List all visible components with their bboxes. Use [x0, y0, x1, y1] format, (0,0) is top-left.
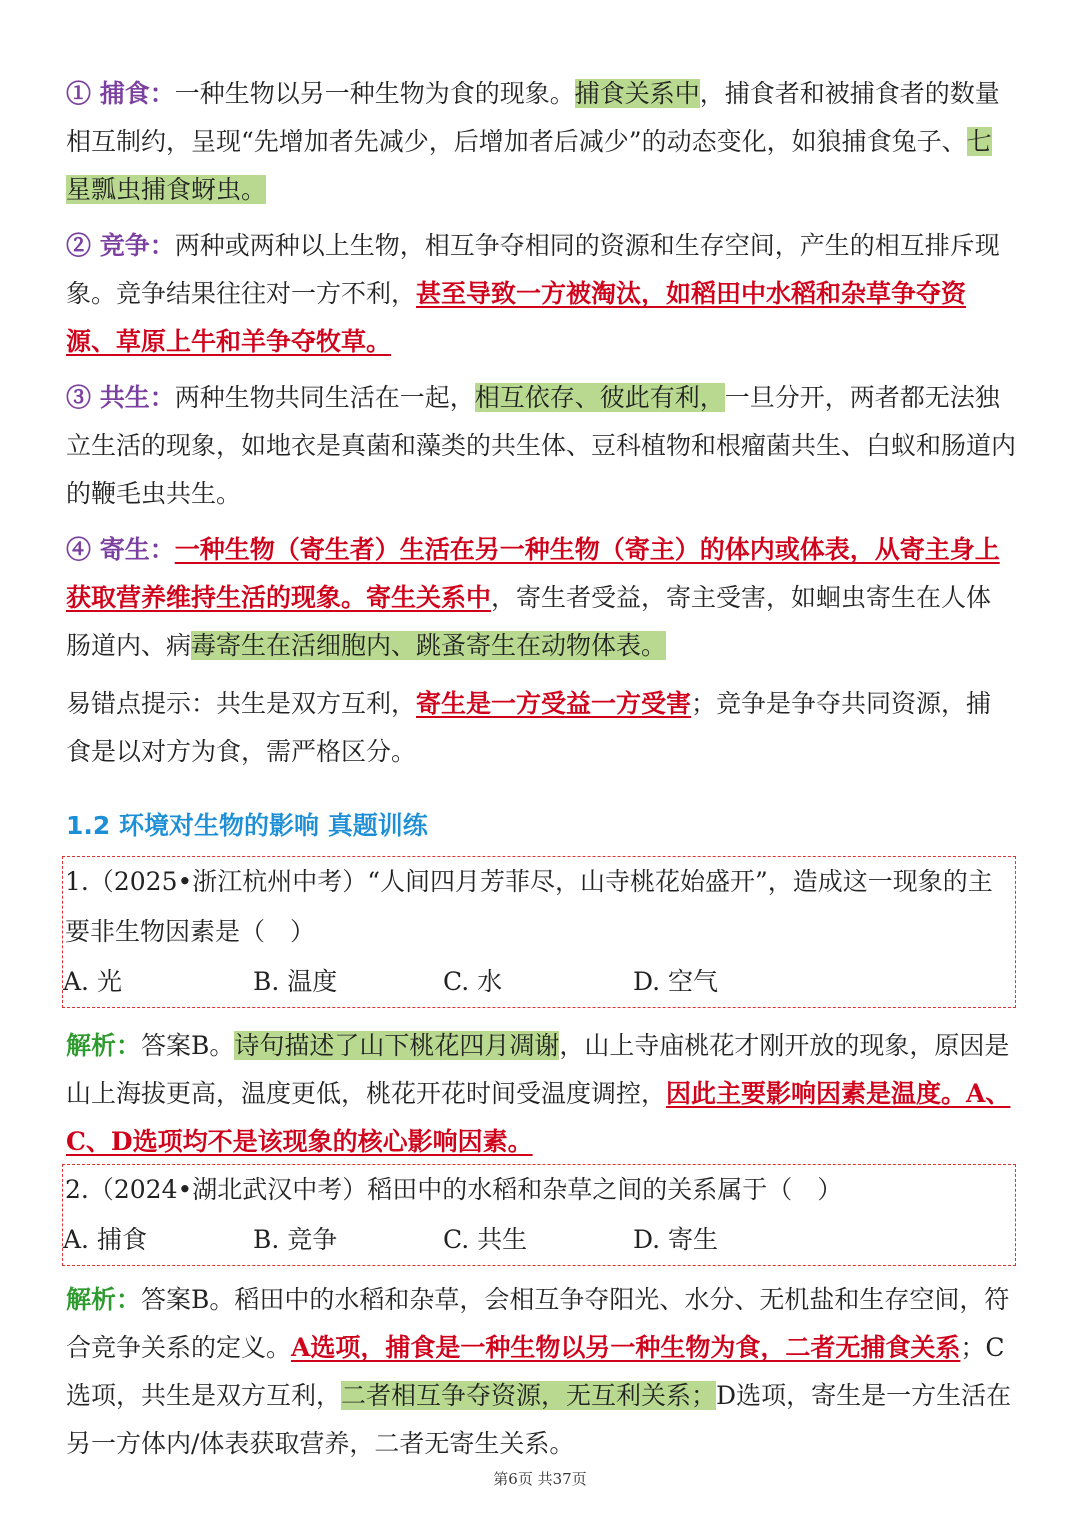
- emphasis: 寄生是一方受益一方受害: [416, 689, 692, 718]
- text: ，寄生者受益，寄主受害，如蛔虫寄生在人体肠道内、病: [66, 583, 992, 660]
- emphasis: A选项，捕食是一种生物以另一种生物为食，二者无捕食关系: [291, 1333, 961, 1362]
- text: D选项，寄生是一方生活在另一方体内/体表获取营养，二者无寄生关系。: [66, 1381, 1012, 1458]
- answer-2: [66, 1276, 1016, 1468]
- text: 一种生物以另一种生物为食的现象。: [174, 79, 575, 108]
- competition-label: ② 竞争：: [66, 231, 175, 260]
- question-2-text: 2.（2024•湖北武汉中考）稻田中的水稻和杂草之间的关系属于（ ）: [65, 1175, 843, 1204]
- option-c: C. 水: [443, 967, 503, 996]
- symbiosis-label: ③ 共生：: [66, 383, 175, 412]
- predation-label: ① 捕食：: [66, 79, 175, 108]
- paragraph-symbiosis: [66, 374, 1016, 518]
- text: 两种或两种以上生物，相互争夺相同的资源和生存空间，产生的相互排斥现象。竞争结果往往对一方不利，: [66, 231, 1000, 308]
- analysis-label: 解析：: [66, 1285, 142, 1314]
- text: ，山上寺庙桃花才刚开放的现象，原因是山上海拔更高，温度更低，桃花开花时间受温度调控，: [66, 1031, 1010, 1108]
- text: 两种生物共同生活在一起，: [174, 383, 475, 412]
- option-c: C. 共生: [443, 1225, 528, 1254]
- question-1-options: [63, 957, 1015, 1007]
- question-2-options: [63, 1215, 1015, 1265]
- highlight: 捕食关系中: [574, 79, 700, 108]
- paragraph-tip: [66, 680, 1016, 776]
- emphasis: 一种生物（寄生者）生活在另一种生物（寄主）的体内或体表，从寄主身上获取营养维持生活的现象。寄生关系中: [66, 535, 1000, 612]
- highlight: 诗句描述了山下桃花四月凋谢: [234, 1031, 560, 1060]
- option-a: A. 捕食: [63, 1225, 147, 1254]
- option-a: A. 光: [63, 967, 122, 996]
- text: ；C选项，共生是双方互利，: [66, 1333, 1005, 1410]
- question-1-text: 1.（2025•浙江杭州中考）“人间四月芳菲尽，山寺桃花始盛开”，造成这一现象的主要非生物因素是（ ）: [65, 867, 993, 946]
- answer-1: [66, 1022, 1016, 1166]
- highlight: 毒寄生在活细胞内、跳蚤寄生在动物体表。: [191, 631, 667, 660]
- highlight: 相互依存、彼此有利，: [474, 383, 725, 412]
- option-d: D. 寄生: [633, 1225, 719, 1254]
- option-d: D. 空气: [633, 967, 719, 996]
- highlight: 七星瓢虫捕食蚜虫。: [66, 127, 992, 204]
- option-b: B. 温度: [253, 967, 338, 996]
- text: 答案B。: [141, 1031, 235, 1060]
- option-b: B. 竞争: [253, 1225, 338, 1254]
- text: ；竞争是争夺共同资源，捕食是以对方为食，需严格区分。: [66, 689, 992, 766]
- parasitism-label: ④ 寄生：: [66, 535, 175, 564]
- emphasis: 因此主要影响因素是温度。A、C、D选项均不是该现象的核心影响因素。: [66, 1079, 1011, 1156]
- page-footer: 第6页 共37页: [493, 1470, 587, 1488]
- question-1-box: [62, 856, 1016, 1008]
- section-title: 1.2 环境对生物的影响 真题训练: [66, 811, 428, 840]
- text: 一旦分开，两者都无法独立生活的现象，如地衣是真菌和藻类的共生体、豆科植物和根瘤菌共生、白蚁和肠道内的鞭毛虫共生。: [66, 383, 1017, 508]
- analysis-label: 解析：: [66, 1031, 142, 1060]
- emphasis: 甚至导致一方被淘汰，如稻田中水稻和杂草争夺资源、草原上牛和羊争夺牧草。: [66, 279, 967, 356]
- paragraph-competition: [66, 222, 1016, 366]
- text: 易错点提示：共生是双方互利，: [66, 689, 417, 718]
- question-2-box: [62, 1164, 1016, 1266]
- text: 答案B。稻田中的水稻和杂草，会相互争夺阳光、水分、无机盐和生存空间，符合竞争关系的定义。: [66, 1285, 1010, 1362]
- paragraph-predation: [66, 70, 1016, 214]
- highlight: 二者相互争夺资源，无互利关系；: [341, 1381, 717, 1410]
- text: ，捕食者和被捕食者的数量相互制约，呈现“先增加者先减少，后增加者后减少”的动态变化，如狼捕食兔子、: [66, 79, 1000, 156]
- paragraph-parasitism: [66, 526, 1016, 670]
